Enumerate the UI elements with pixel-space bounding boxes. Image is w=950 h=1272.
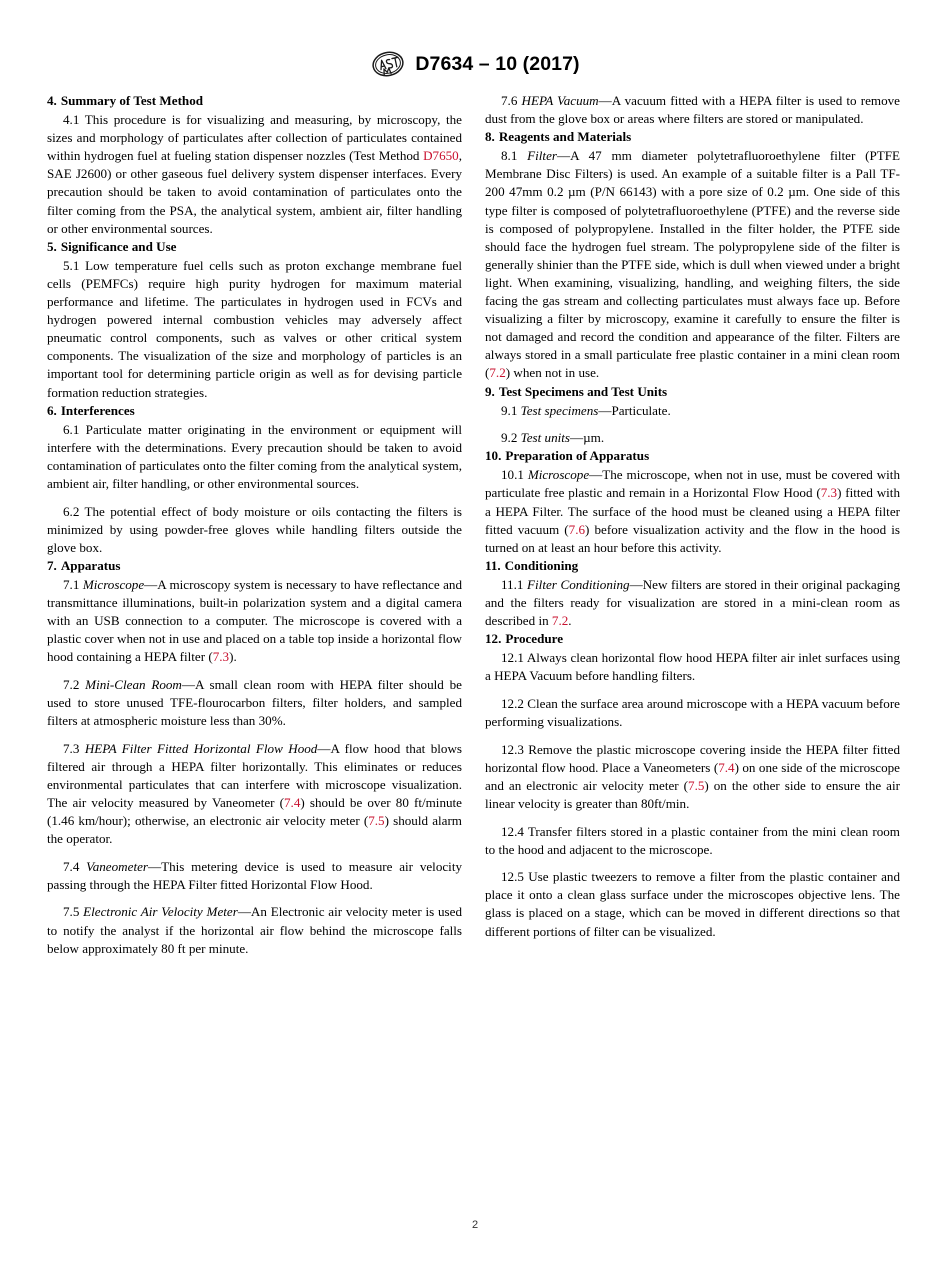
text-run: 6.1 Particulate matter originating in the environment or equipment will interfere with the determinations. Every precaution should be taken to avoid contamination of particulates onto the filter coming from the analytical system, ambient air, filter handling, or other environmental sources. bbox=[47, 421, 462, 491]
section-heading bbox=[47, 557, 462, 575]
text-run: 7.3 bbox=[63, 740, 85, 756]
text-run: —A flow hood that blows filtered air through a HEPA filter horizontally. This eliminates or reduces environmental particulates that can interfere with microscope visualization. The air velocity measured by Vaneometer ( bbox=[47, 740, 463, 810]
cross-reference-link[interactable]: 7.5 bbox=[688, 777, 705, 793]
section-title: Summary of Test Method bbox=[60, 93, 204, 108]
section-title: Reagents and Materials bbox=[498, 129, 632, 145]
section-title: Procedure bbox=[505, 631, 564, 647]
text-run: ) on one side of the microscope and an electronic air velocity meter ( bbox=[485, 759, 900, 793]
cross-reference-link[interactable]: 7.4 bbox=[284, 794, 301, 810]
paragraph-7.3 bbox=[47, 740, 462, 849]
paragraph-8.1 bbox=[485, 147, 900, 382]
section-number: 4. bbox=[47, 93, 57, 108]
section-heading bbox=[485, 557, 900, 575]
paragraph-7.6 bbox=[485, 92, 900, 128]
section-heading bbox=[485, 383, 900, 401]
section-number: 10. bbox=[485, 448, 502, 464]
paragraph-11.1 bbox=[485, 576, 900, 630]
text-run: —An Electronic air velocity meter is used to notify the analyst if the horizontal air flow behind the microscope falls below approximately 80 ft per minute. bbox=[47, 904, 463, 956]
text-run: —Particulate. bbox=[598, 402, 671, 418]
italic-term: HEPA Filter Fitted Horizontal Flow Hood bbox=[84, 740, 318, 756]
section-title: Test Specimens and Test Units bbox=[498, 383, 668, 399]
italic-term: Microscope bbox=[82, 576, 145, 592]
text-run: 6.2 The potential effect of body moisture or oils contacting the filters is minimized by using powder-free gloves while handling filters outside the glove box. bbox=[47, 503, 462, 555]
text-run: ). bbox=[229, 649, 237, 665]
text-run: 7.5 bbox=[63, 904, 84, 920]
text-run: ) should be over 80 ft/minute (1.46 km/hour); otherwise, an electronic air velocity meter ( bbox=[47, 794, 462, 829]
text-run: —This metering device is used to measure air velocity passing through the HEPA Filter fitted Horizontal Flow Hood. bbox=[47, 858, 462, 892]
section-title: Conditioning bbox=[504, 557, 579, 573]
page-header bbox=[0, 50, 950, 78]
left-column bbox=[47, 92, 462, 958]
section-heading bbox=[47, 238, 462, 256]
text-run: 8.1 bbox=[501, 148, 528, 164]
cross-reference-link[interactable]: 7.4 bbox=[718, 759, 735, 775]
paragraph-7.4 bbox=[47, 858, 462, 894]
paragraph-5.1 bbox=[47, 257, 462, 402]
paragraph-4.1 bbox=[47, 111, 462, 238]
section-number: 9. bbox=[485, 383, 495, 399]
section-heading bbox=[47, 402, 462, 420]
cross-reference-link[interactable]: 7.2 bbox=[489, 365, 506, 381]
text-run: —µm. bbox=[570, 430, 605, 446]
cross-reference-link[interactable]: 7.3 bbox=[212, 649, 230, 665]
italic-term: Test specimens bbox=[520, 402, 599, 418]
text-run: ) before visualization activity and the flow in the hood is turned on at least an hour before this activity. bbox=[485, 521, 900, 555]
italic-term: Mini-Clean Room bbox=[85, 676, 182, 692]
italic-term: Microscope bbox=[527, 467, 590, 483]
text-run: 7.4 bbox=[63, 858, 87, 874]
text-run: ) should alarm the operator. bbox=[47, 813, 462, 847]
astm-logo bbox=[370, 50, 406, 78]
text-run: 9.1 bbox=[501, 402, 521, 418]
text-run: 4.1 This procedure is for visualizing and measuring, by microscopy, the sizes and morphology of particulates after collection of particulates contained within hydrogen fuel at fueling station dispenser nozzles (Test Method bbox=[47, 112, 462, 164]
cross-reference-link[interactable]: 7.6 bbox=[568, 521, 586, 537]
italic-term: Electronic Air Velocity Meter bbox=[83, 904, 238, 920]
text-run: 7.1 bbox=[63, 576, 83, 592]
text-run: ) when not in use. bbox=[505, 365, 600, 381]
italic-term: Filter Conditioning bbox=[527, 576, 630, 592]
text-run: —The microscope, when not in use, must be covered with particulate free plastic and remain in a Horizontal Flow Hood ( bbox=[485, 467, 900, 501]
section-number: 11. bbox=[485, 557, 501, 573]
paragraph-12.5 bbox=[485, 868, 900, 940]
text-run: 12.5 Use plastic tweezers to remove a filter from the plastic container and place it onto a clean glass surface under the microscopes objective lens. The glass is placed on a stage, which can be moved in different directions so that different portions of filter can be visualized. bbox=[485, 869, 900, 939]
section-number: 5. bbox=[47, 238, 57, 254]
section-number: 7. bbox=[47, 557, 57, 573]
paragraph-7.5 bbox=[47, 903, 462, 957]
text-run: —A microscopy system is necessary to have reflectance and transmittance illuminations, built-in polarization system and a digital camera with an USB connection to a computer. The microscope is covered with a plastic cover when not in use and placed on a table top inside a horizontal flow hood containing a HEPA filter ( bbox=[47, 576, 463, 665]
text-run: 5.1 Low temperature fuel cells such as proton exchange membrane fuel cells (PEMFCs) require high purity hydrogen for maximum material performance and lifetime. The particulates in hydrogen used in FCVs and hydrogen powered internal combustion vehicles may adversely affect pneumatic control components, such as valves or other critical system components. The visualization of the size and morphology of particles is an important tool for determining particle origin as well as for devising particle formation reduction strategies. bbox=[47, 257, 462, 400]
paragraph-9.1 bbox=[501, 402, 900, 420]
page-number: 2 bbox=[471, 1219, 479, 1231]
section-number: 6. bbox=[47, 402, 57, 418]
paragraph-12.3 bbox=[485, 741, 900, 813]
paragraph-6.2 bbox=[47, 503, 462, 557]
section-title: Interferences bbox=[60, 402, 135, 418]
text-run: 12.1 Always clean horizontal flow hood HEPA filter air inlet surfaces using a HEPA Vacuum before handling filters. bbox=[485, 650, 900, 684]
paragraph-10.1 bbox=[485, 466, 900, 556]
text-run: 12.2 Clean the surface area around microscope with a HEPA vacuum before performing visualizations. bbox=[485, 696, 900, 730]
section-title: Preparation of Apparatus bbox=[505, 448, 650, 464]
italic-term: Vaneometer bbox=[86, 858, 148, 874]
paragraph-9.2 bbox=[501, 429, 900, 447]
text-run: ) fitted with a HEPA Filter. The surface of the hood must be cleaned using a HEPA filter fitted vacuum ( bbox=[485, 485, 900, 537]
text-run: 7.2 bbox=[63, 676, 86, 692]
paragraph-7.1 bbox=[47, 576, 462, 666]
italic-term: Filter bbox=[527, 148, 557, 164]
italic-term: Test units bbox=[520, 430, 571, 446]
cross-reference-link[interactable]: 7.5 bbox=[368, 813, 385, 829]
text-run: —New filters are stored in their original packaging and the filters ready for visualization are stored in a mini-clean room as described in bbox=[485, 576, 900, 629]
text-run: —A vacuum fitted with a HEPA filter is used to remove dust from the glove box or areas where filters are stored or manipulated. bbox=[485, 93, 900, 127]
text-run: 11.1 bbox=[501, 576, 528, 592]
paragraph-12.1 bbox=[485, 649, 900, 685]
text-run: 12.4 Transfer filters stored in a plastic container from the mini clean room to the hood and adjacent to the microscope. bbox=[485, 823, 900, 857]
section-number: 12. bbox=[485, 631, 502, 647]
section-heading bbox=[47, 92, 462, 110]
cross-reference-link[interactable]: 7.3 bbox=[820, 485, 838, 501]
body-columns bbox=[0, 92, 950, 1202]
text-run: 12.3 Remove the plastic microscope covering inside the HEPA filter fitted horizontal flow hood. Place a Vaneometers ( bbox=[485, 741, 900, 775]
text-run: —A small clean room with HEPA filter should be used to store unused TFE-flourocarbon filters, filter holders, and sampled filters at atmospheric moisture less than 30%. bbox=[47, 676, 462, 729]
text-run: —A 47 mm diameter polytetrafluoroethylene filter (PTFE Membrane Disc Filters) is used. An example of a suitable filter is a Pall TF-200 47mm 0.2 µm (P/N 66143) with a pore size of 0.2 µm. One side of this type filter is composed of polytetrafluoroethylene (PTFE) and the reverse side is composed of polypropylene. Installed in the filter holder, the PTFE side should face the hydrogen fuel stream. The polypropylene side of the filter is generally shinier than the PTFE side, which is dull when viewed under a bright light. When examining, visualizing, handling, and weighing filters, the side facing the gas stream and collecting particulates must always face up. Before visualizing a filter by microscopy, examine it carefully to ensure the filter is not damaged and record the condition and appearance of the filter. Filters are always stored in a small particulate free plastic container in a mini clean room ( bbox=[485, 148, 900, 381]
paragraph-12.2 bbox=[485, 695, 900, 731]
section-number: 8. bbox=[485, 129, 495, 145]
italic-term: HEPA Vacuum bbox=[521, 93, 599, 108]
cross-reference-link[interactable]: D7650 bbox=[423, 148, 459, 164]
section-heading bbox=[485, 630, 900, 648]
right-column bbox=[485, 92, 900, 941]
text-run: , SAE J2600) or other gaseous fuel delivery system dispenser interfaces. Every precaution should be taken to avoid contamination of particulates onto the filter coming from the PSA, the analytical system, ambient air, filter handling or other environmental sources. bbox=[47, 148, 462, 236]
text-run: . bbox=[568, 613, 572, 629]
paragraph-12.4 bbox=[485, 823, 900, 859]
text-run: ) on the other side to ensure the air linear velocity is greater than 80ft/min. bbox=[485, 777, 900, 811]
text-run: 10.1 bbox=[501, 467, 528, 483]
paragraph-6.1 bbox=[47, 421, 462, 493]
text-run: 9.2 bbox=[501, 430, 521, 446]
document-number: D7634 – 10 (2017) bbox=[415, 52, 580, 75]
section-heading bbox=[485, 128, 900, 146]
section-title: Significance and Use bbox=[60, 238, 177, 254]
cross-reference-link[interactable]: 7.2 bbox=[551, 613, 569, 629]
paragraph-7.2 bbox=[47, 676, 462, 730]
section-heading bbox=[485, 447, 900, 465]
section-title: Apparatus bbox=[60, 557, 121, 573]
text-run: 7.6 bbox=[501, 93, 522, 108]
